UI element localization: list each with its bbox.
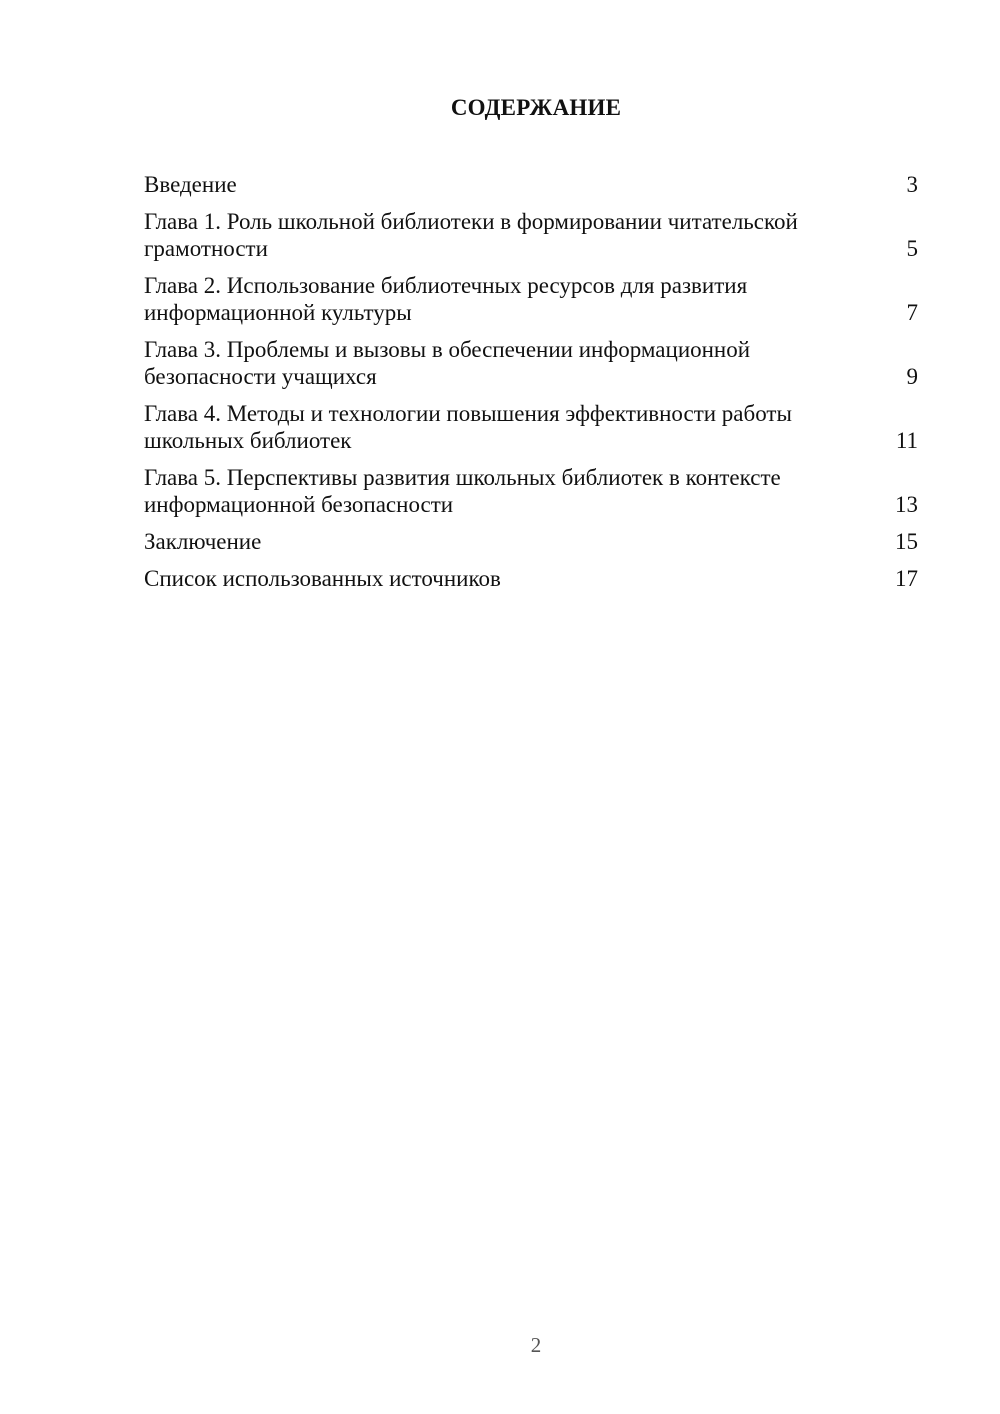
toc-entry-page: 17: [895, 566, 918, 591]
toc-entry-chapter-4: [144, 400, 918, 454]
toc-entry-page: 11: [895, 428, 918, 453]
toc-entry-label: Список использованных источников: [144, 566, 501, 591]
toc-entry-label: Глава 4. Методы и технологии повышения эффективности работы школьных библиотек: [144, 401, 792, 453]
toc-entry-page: 9: [906, 364, 918, 389]
toc-entry-label: Глава 2. Использование библиотечных ресурсов для развития информационной культуры: [144, 273, 748, 325]
toc-title: СОДЕРЖАНИЕ: [450, 95, 622, 120]
toc-entry-page: 13: [895, 492, 918, 517]
table-of-contents: [144, 171, 918, 602]
toc-entry-chapter-5: [144, 464, 918, 518]
toc-entry-label: Введение: [144, 172, 237, 197]
toc-entry-chapter-2: [144, 272, 918, 326]
toc-entry-introduction: [144, 171, 918, 198]
toc-entry-page: 5: [906, 236, 918, 261]
toc-entry-page: 7: [906, 300, 918, 325]
toc-entry-page: 15: [895, 529, 918, 554]
toc-entry-chapter-3: [144, 336, 918, 390]
toc-entry-label: Заключение: [144, 529, 262, 554]
toc-entry-label: Глава 5. Перспективы развития школьных библиотек в контексте информационной безопасности: [144, 465, 781, 517]
toc-entry-label: Глава 1. Роль школьной библиотеки в формировании читательской грамотности: [144, 209, 798, 261]
toc-entry-page: 3: [906, 172, 918, 197]
toc-entry-chapter-1: [144, 208, 918, 262]
page-number: 2: [530, 1333, 542, 1357]
toc-entry-conclusion: [144, 528, 918, 555]
toc-entry-references: [144, 565, 918, 592]
toc-entry-label: Глава 3. Проблемы и вызовы в обеспечении информационной безопасности учащихся: [144, 337, 751, 389]
